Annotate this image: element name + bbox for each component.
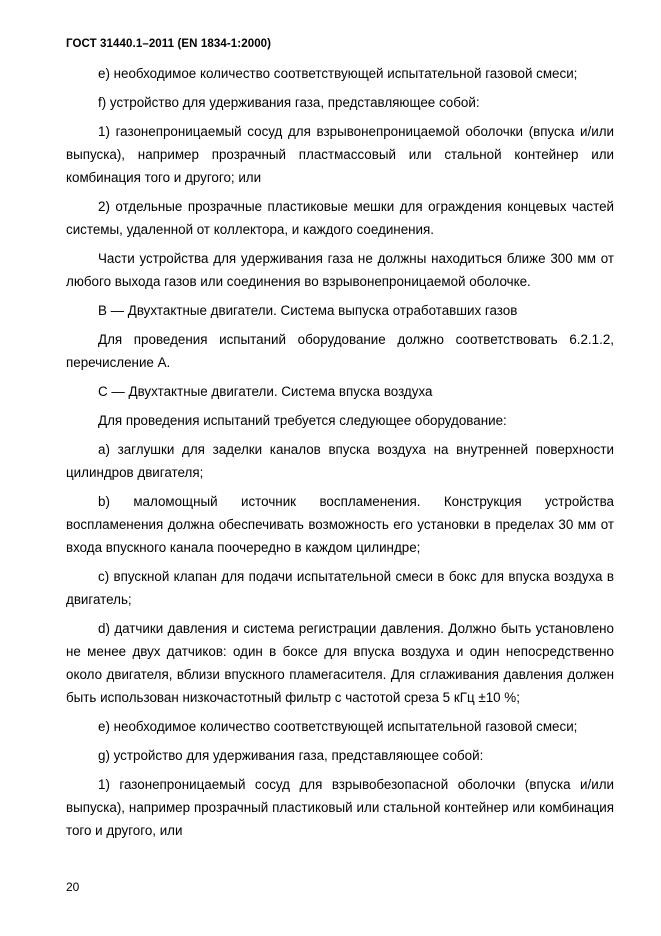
section-heading-c: С — Двухтактные двигатели. Система впуска воздуха <box>98 384 433 399</box>
paragraph-item-e-2: e) необходимое количество соответствующей испытательной газовой смеси; <box>98 719 578 734</box>
paragraph-subitem-2: 2) отдельные прозрачные пластиковые мешки для ограждения концевых частей системы, удаленной от коллектора, и каждого соединения. <box>66 199 614 237</box>
paragraph-subitem-1: 1) газонепроницаемый сосуд для взрывонепроницаемой оболочки (впуска и/или выпуска), например прозрачный пластмассовый или стальной контейнер или комбинация того и другого; или <box>66 124 614 185</box>
document-header: ГОСТ 31440.1–2011 (EN 1834-1:2000) <box>66 38 272 50</box>
paragraph-item-f: f) устройство для удерживания газа, представляющее собой: <box>98 95 480 110</box>
paragraph-item-b: b) маломощный источник воспламенения. Конструкция устройства воспламенения должна обеспечивать возможность его установки в пределах 30 мм от входа впускного канала поочередно в каждом цилиндре; <box>66 494 614 555</box>
paragraph-c-intro: Для проведения испытаний требуется следующее оборудование: <box>98 413 507 428</box>
paragraph-item-a: a) заглушки для заделки каналов впуска воздуха на внутренней поверхности цилиндров двигателя; <box>66 442 614 480</box>
section-heading-b: В — Двухтактные двигатели. Система выпуска отработавших газов <box>98 303 518 318</box>
paragraph-item-c: c) впускной клапан для подачи испытательной смеси в бокс для впуска воздуха в двигатель; <box>66 569 614 607</box>
document-body <box>66 62 614 848</box>
paragraph-item-d: d) датчики давления и система регистрации давления. Должно быть установлено не менее двух датчиков: один в боксе для впуска воздуха и один непосредственно около двигателя, вблизи впускного пламегасителя. Для сглаживания давления должен быть использован низкочастотный фильтр с частотой среза 5 кГц ±10 %; <box>66 621 614 705</box>
paragraph-item-e: e) необходимое количество соответствующей испытательной газовой смеси; <box>98 66 578 81</box>
paragraph-note: Части устройства для удерживания газа не должны находиться ближе 300 мм от любого выхода газов или соединения во взрывонепроницаемой оболочке. <box>66 251 614 289</box>
paragraph-item-g: g) устройство для удерживания газа, представляющее собой: <box>98 748 484 763</box>
paragraph-subitem-1-g: 1) газонепроницаемый сосуд для взрывобезопасной оболочки (впуска и/или выпуска), например прозрачный пластиковый или стальной контейнер или комбинация того и другого, или <box>66 777 614 838</box>
paragraph-b-equipment: Для проведения испытаний оборудование должно соответствовать 6.2.1.2, перечисление А. <box>66 332 614 370</box>
page-number: 20 <box>66 880 80 894</box>
